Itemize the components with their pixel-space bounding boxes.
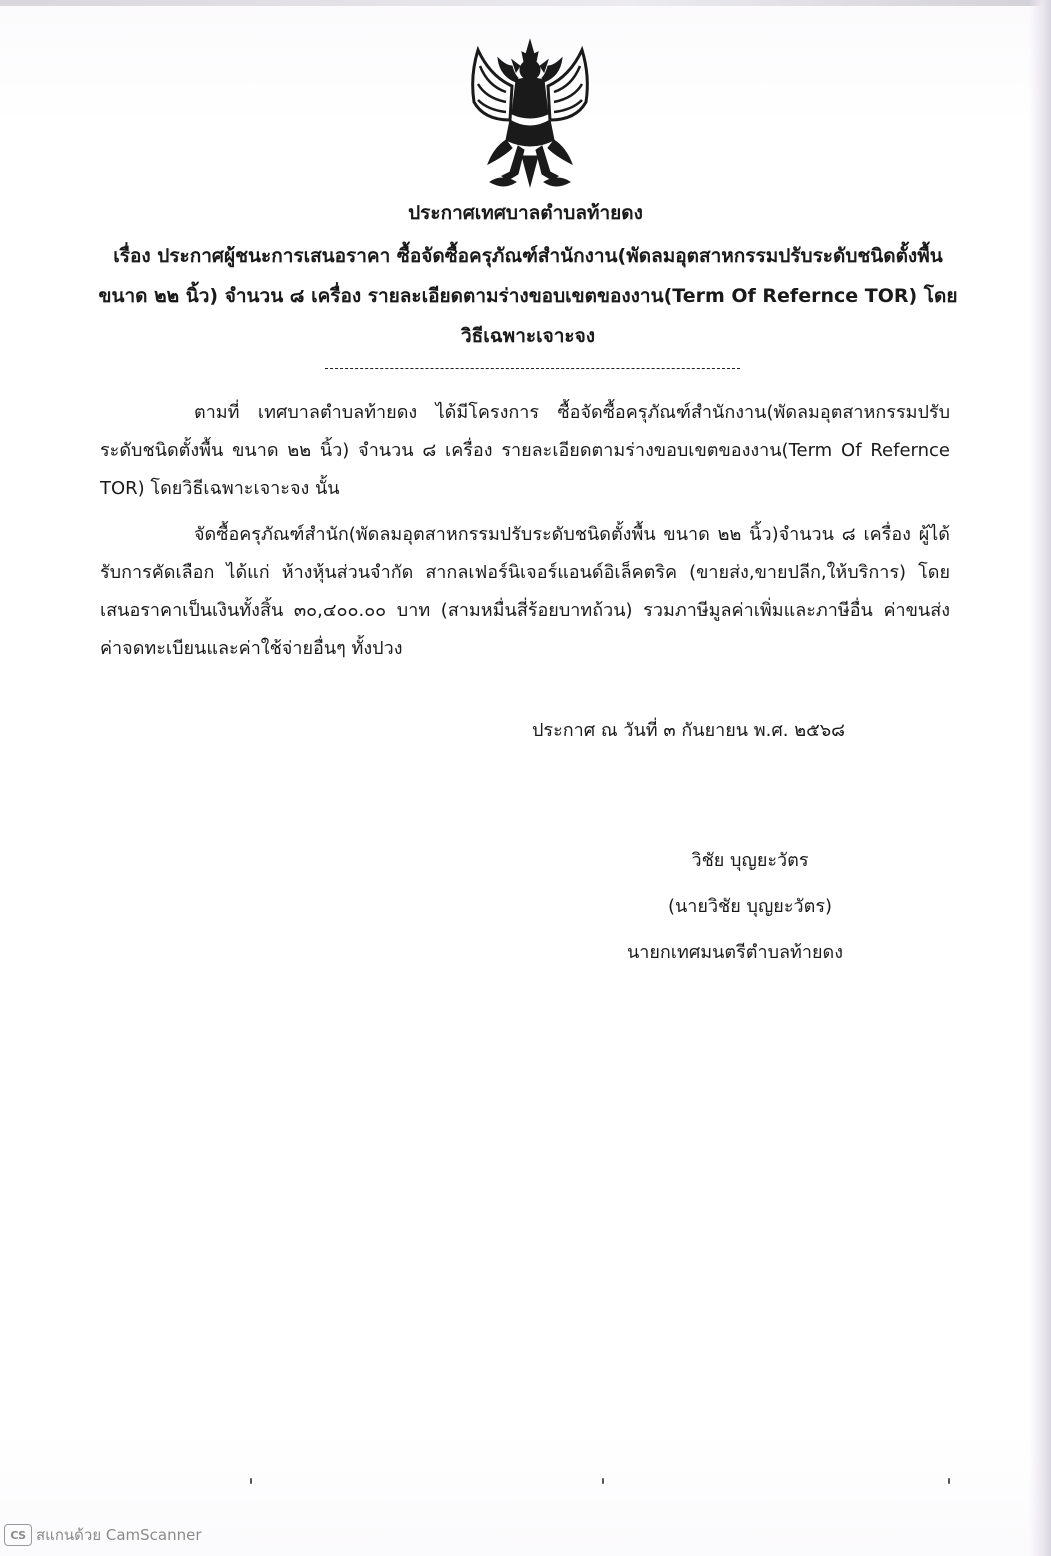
signer-position: นายกเทศมนตรีตำบลท้ายดง	[626, 942, 844, 963]
watermark-text: สแกนด้วย CamScanner	[36, 1526, 202, 1544]
scan-top-edge	[0, 0, 1051, 6]
camscanner-watermark	[4, 1523, 202, 1547]
signed-name: วิชัย บุญยะวัตร	[691, 850, 809, 871]
scan-right-edge	[1029, 0, 1051, 1556]
body-paragraph-1-text: ตามที่ เทศบาลตำบลท้ายดง ได้มีโครงการ ซื้อจัดซื้อครุภัณฑ์สำนักงาน(พัดลมอุตสาหกรรมปรับระดับชนิดตั้งพื้น ขนาด ๒๒ นิ้ว) จำนวน ๘ เครื่อง รายละเอียดตามร่างขอบเขตของงาน(Term Of Refernce TOR) โดยวิธีเฉพาะเจาะจง นั้น	[100, 402, 950, 499]
divider-line	[325, 368, 740, 369]
scan-speck	[250, 1478, 252, 1484]
scan-speck	[602, 1478, 604, 1484]
body-paragraph-2	[100, 516, 950, 668]
announcement-subject: เรื่อง ประกาศผู้ชนะการเสนอราคา ซื้อจัดซื้อครุภัณฑ์สำนักงาน(พัดลมอุตสาหกรรมปรับระดับชนิดตั้งพื้น ขนาด ๒๒ นิ้ว) จำนวน ๘ เครื่อง รายละเอียดตามร่างขอบเขตของงาน(Term Of Refernce TOR) โดยวิธีเฉพาะเจาะจง	[98, 245, 958, 347]
signature-block	[620, 838, 880, 976]
signer-full-name: (นายวิชัย บุญยะวัตร)	[667, 896, 833, 917]
announcement-date: ประกาศ ณ วันที่ ๓ กันยายน พ.ศ. ๒๕๖๘	[532, 720, 846, 741]
garuda-emblem-icon	[460, 36, 600, 196]
announcement-title: ประกาศเทศบาลตำบลท้ายดง	[408, 202, 643, 224]
body-paragraph-2-text: จัดซื้อครุภัณฑ์สำนัก(พัดลมอุตสาหกรรมปรับระดับชนิดตั้งพื้น ขนาด ๒๒ นิ้ว)จำนวน ๘ เครื่อง ผู้ได้รับการคัดเลือก ได้แก่ ห้างหุ้นส่วนจำกัด สากลเฟอร์นิเจอร์แอนด์อิเล็คตริค (ขายส่ง,ขายปลีก,ให้บริการ) โดยเสนอราคาเป็นเงินทั้งสิ้น ๓๐,๔๐๐.๐๐ บาท (สามหมื่นสี่ร้อยบาทถ้วน) รวมภาษีมูลค่าเพิ่มและภาษีอื่น ค่าขนส่ง ค่าจดทะเบียนและค่าใช้จ่ายอื่นๆ ทั้งปวง	[100, 524, 950, 659]
body-paragraph-1	[100, 394, 950, 508]
camscanner-logo-icon: CS	[4, 1524, 32, 1546]
scan-speck	[948, 1478, 950, 1484]
